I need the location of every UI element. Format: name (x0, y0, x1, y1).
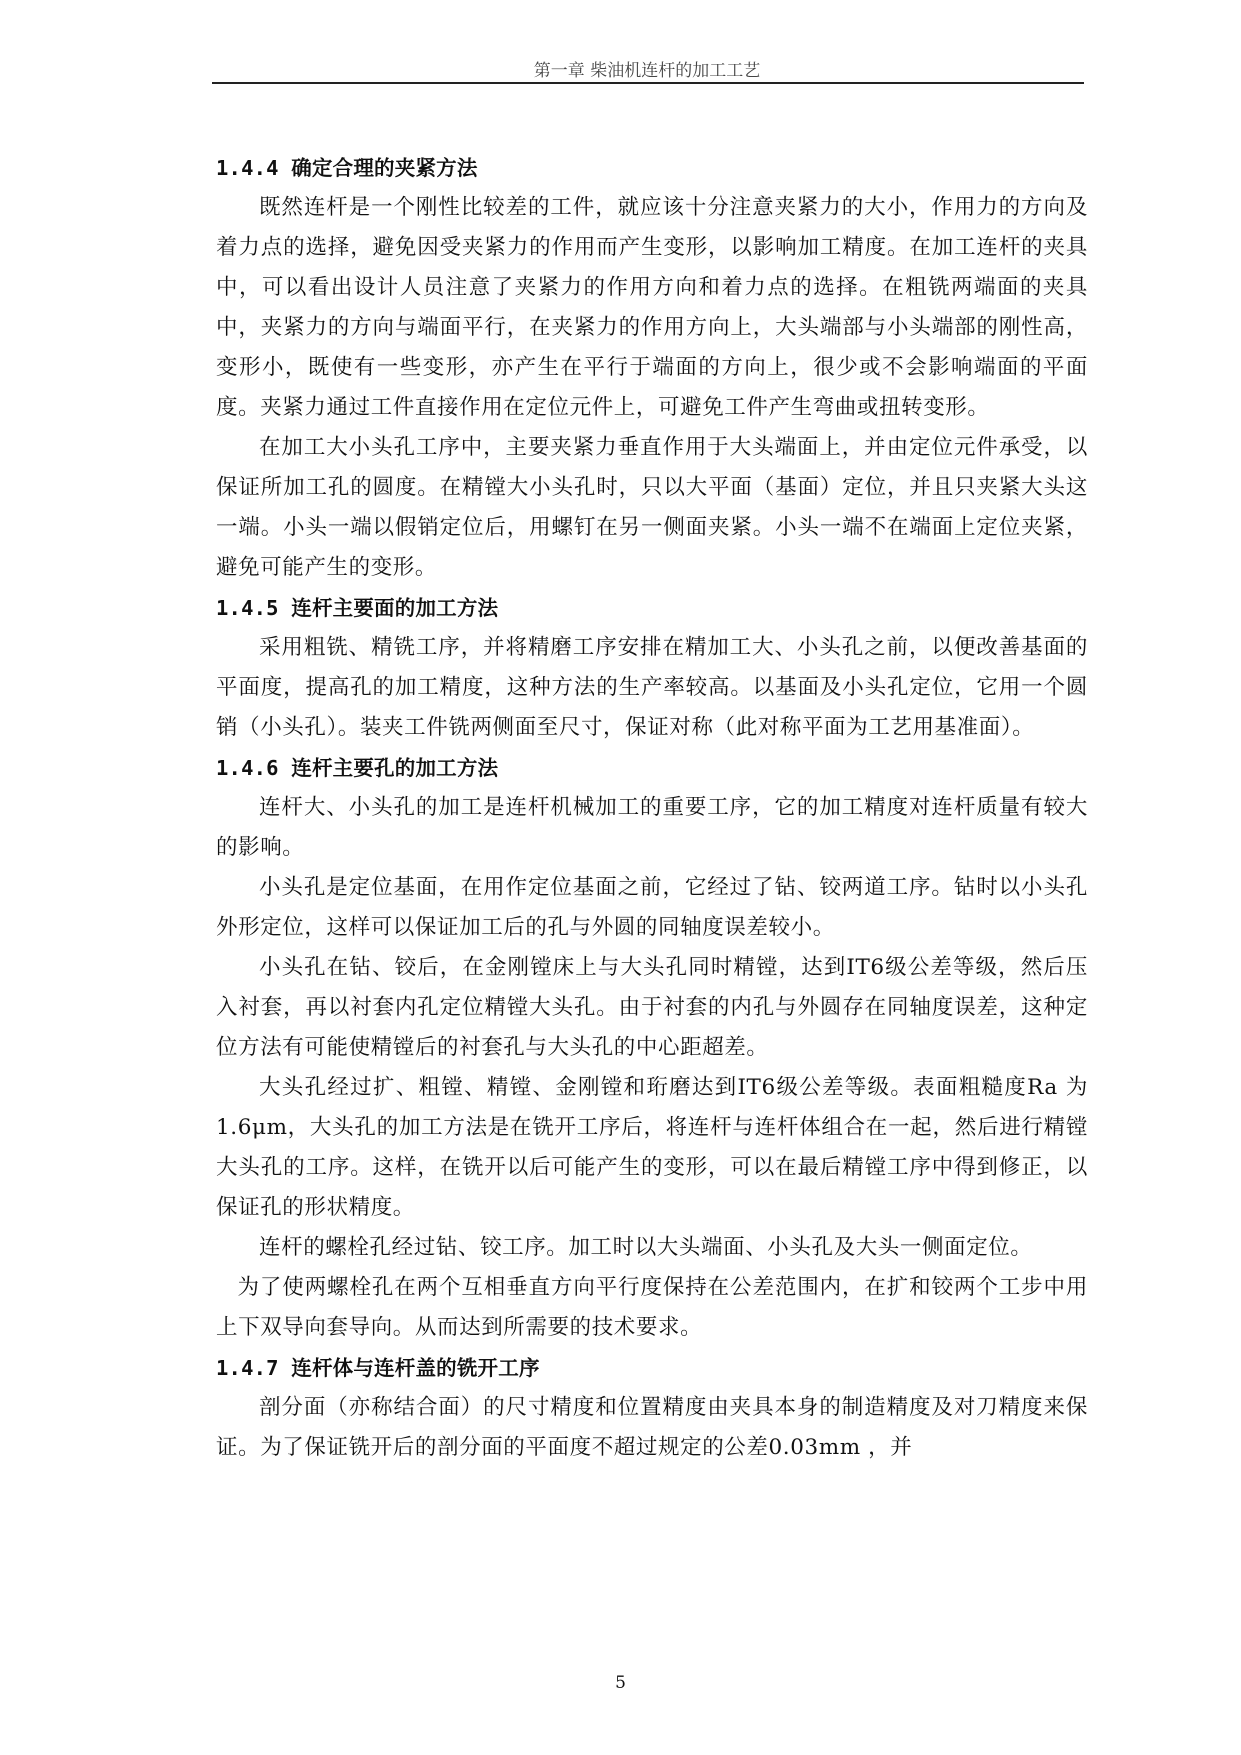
section-heading: 1.4.4 确定合理的夹紧方法 (216, 156, 478, 180)
header-divider (212, 82, 1084, 84)
page-number: 5 (615, 1673, 626, 1693)
paragraph: 连杆的螺栓孔经过钻、铰工序。加工时以大头端面、小头孔及大头一侧面定位。 (259, 1235, 1033, 1260)
paragraph: 小头孔在钻、铰后，在金刚镗床上与大头孔同时精镗，达到IT6级公差等级，然后压入衬套，再以衬套内孔定位精镗大头孔。由于衬套的内孔与外圆存在同轴度误差，这种定位方法有可能使精镗后的衬套孔与大头孔的中心距超差。 (216, 955, 1088, 1060)
paragraph: 连杆大、小头孔的加工是连杆机械加工的重要工序，它的加工精度对连杆质量有较大的影响。 (216, 795, 1088, 860)
paragraph: 大头孔经过扩、粗镗、精镗、金刚镗和珩磨达到IT6级公差等级。表面粗糙度Ra 为1.6μm，大头孔的加工方法是在铣开工序后，将连杆与连杆体组合在一起，然后进行精镗大头孔的工序。这样，在铣开以后可能产生的变形，可以在最后精镗工序中得到修正，以保证孔的形状精度。 (216, 1075, 1088, 1220)
section-heading: 1.4.5 连杆主要面的加工方法 (216, 596, 499, 620)
paragraph: 小头孔是定位基面，在用作定位基面之前，它经过了钻、铰两道工序。钻时以小头孔外形定位，这样可以保证加工后的孔与外圆的同轴度误差较小。 (216, 875, 1088, 940)
section-heading: 1.4.7 连杆体与连杆盖的铣开工序 (216, 1356, 540, 1380)
section-heading: 1.4.6 连杆主要孔的加工方法 (216, 756, 499, 780)
body-content (216, 148, 1088, 1468)
paragraph: 为了使两螺栓孔在两个互相垂直方向平行度保持在公差范围内，在扩和铰两个工步中用上下双导向套导向。从而达到所需要的技术要求。 (216, 1275, 1088, 1340)
paragraph: 剖分面（亦称结合面）的尺寸精度和位置精度由夹具本身的制造精度及对刀精度来保证。为了保证铣开后的剖分面的平面度不超过规定的公差0.03mm ，并 (216, 1395, 1088, 1460)
paragraph: 既然连杆是一个刚性比较差的工件，就应该十分注意夹紧力的大小，作用力的方向及着力点的选择，避免因受夹紧力的作用而产生变形，以影响加工精度。在加工连杆的夹具中，可以看出设计人员注意了夹紧力的作用方向和着力点的选择。在粗铣两端面的夹具中，夹紧力的方向与端面平行，在夹紧力的作用方向上，大头端部与小头端部的刚性高，变形小，既使有一些变形，亦产生在平行于端面的方向上，很少或不会影响端面的平面度。夹紧力通过工件直接作用在定位元件上，可避免工件产生弯曲或扭转变形。 (216, 195, 1088, 420)
paragraph: 采用粗铣、精铣工序，并将精磨工序安排在精加工大、小头孔之前，以便改善基面的平面度，提高孔的加工精度，这种方法的生产率较高。以基面及小头孔定位，它用一个圆销（小头孔）。装夹工件铣两侧面至尺寸，保证对称（此对称平面为工艺用基准面）。 (216, 635, 1088, 740)
paragraph: 在加工大小头孔工序中，主要夹紧力垂直作用于大头端面上，并由定位元件承受，以保证所加工孔的圆度。在精镗大小头孔时，只以大平面（基面）定位，并且只夹紧大头这一端。小头一端以假销定位后，用螺钉在另一侧面夹紧。小头一端不在端面上定位夹紧，避免可能产生的变形。 (216, 435, 1088, 580)
running-header: 第一章 柴油机连杆的加工工艺 (533, 61, 761, 81)
